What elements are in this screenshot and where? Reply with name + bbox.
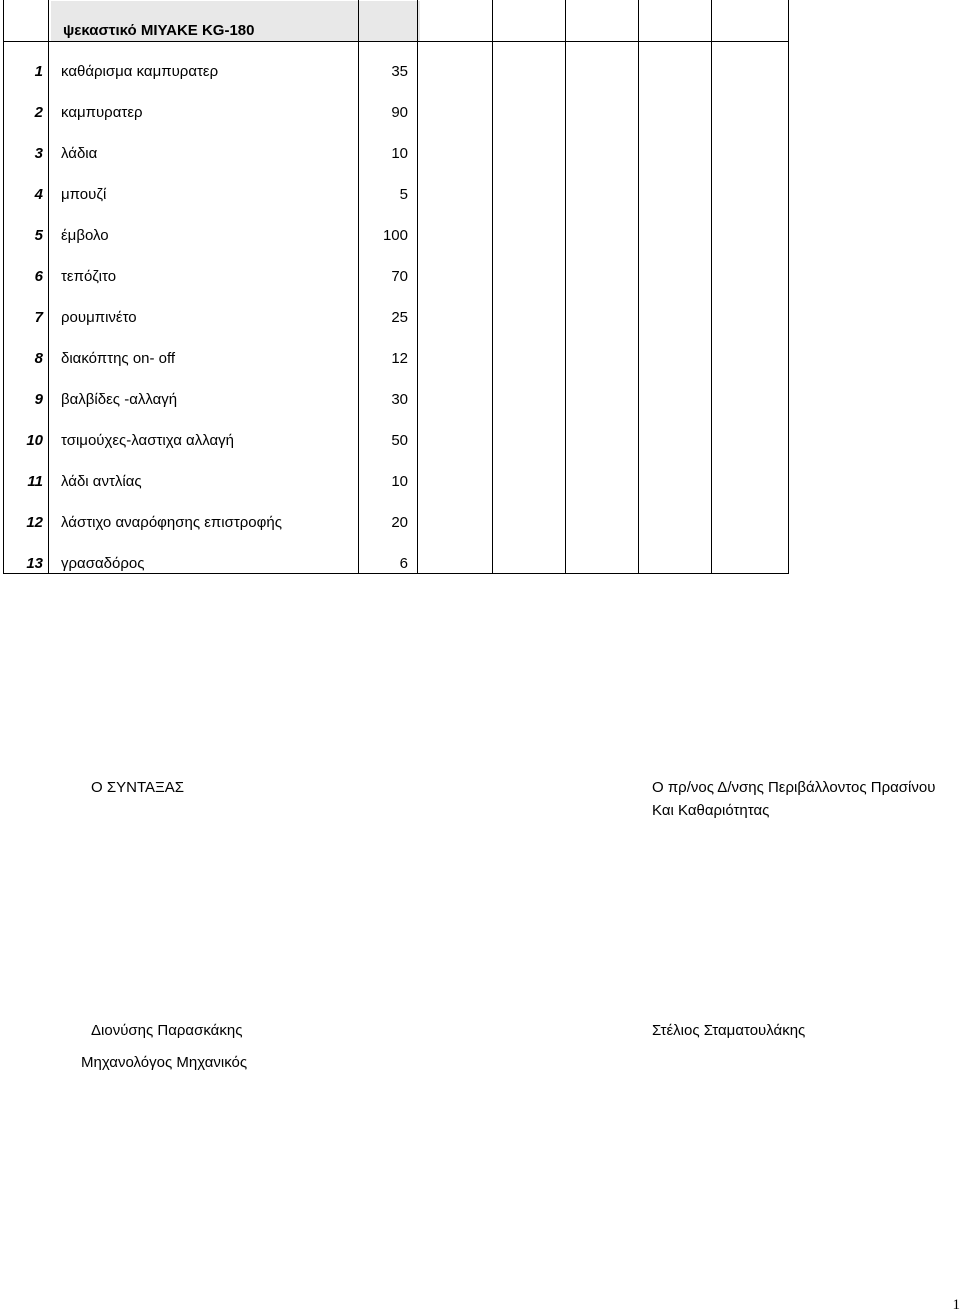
row-number: 12 [26, 514, 43, 531]
row-number: 7 [34, 309, 43, 326]
table-divider [638, 0, 639, 574]
row-value: 10 [391, 473, 408, 490]
row-value: 10 [391, 145, 408, 162]
row-value: 6 [399, 555, 408, 572]
table-divider [711, 0, 712, 574]
row-number: 4 [34, 186, 43, 203]
price-table [3, 0, 789, 574]
row-value: 100 [382, 227, 408, 244]
row-description: γρασαδόρος [61, 555, 145, 572]
row-number: 1 [34, 63, 43, 80]
row-number: 11 [27, 473, 43, 490]
row-value: 70 [391, 268, 408, 285]
table-divider [565, 0, 566, 574]
approver-heading: Ο πρ/νος Δ/νσης Περιβάλλοντος Πρασίνου [652, 779, 936, 796]
row-description: έμβολο [61, 227, 109, 244]
row-value: 50 [391, 432, 408, 449]
table-border-bottom [3, 573, 789, 574]
table-divider [492, 0, 493, 574]
row-value: 20 [391, 514, 408, 531]
row-number: 5 [34, 227, 43, 244]
author-title: Μηχανολόγος Μηχανικός [81, 1054, 248, 1071]
row-value: 90 [391, 104, 408, 121]
approver-heading-department: Και Καθαριότητας [652, 802, 770, 819]
row-description: λάδι αντλίας [61, 473, 142, 490]
row-description: λάδια [61, 145, 98, 162]
row-description: καθάρισμα καμπυρατερ [61, 63, 219, 80]
row-description: μπουζί [61, 186, 107, 203]
author-name: Διονύσης Παρασκάκης [91, 1022, 243, 1039]
row-number: 6 [34, 268, 43, 285]
row-description: τεπόζιτο [61, 268, 117, 285]
author-heading: Ο ΣΥΝΤΑΞΑΣ [91, 779, 185, 796]
row-description: διακόπτης on- off [61, 350, 176, 367]
row-description: λάστιχο αναρόφησης επιστροφής [61, 514, 282, 531]
row-number: 13 [26, 555, 43, 572]
table-border-right [788, 0, 789, 574]
row-value: 35 [391, 63, 408, 80]
row-value: 12 [391, 350, 408, 367]
row-value: 5 [399, 186, 408, 203]
table-rule [3, 41, 789, 42]
row-description: τσιμούχες-λαστιχα αλλαγή [61, 432, 235, 449]
row-number: 8 [34, 350, 43, 367]
row-description: βαλβίδες -αλλαγή [61, 391, 178, 408]
table-divider [417, 0, 418, 574]
row-number: 10 [26, 432, 43, 449]
table-title: ψεκαστικό MIYAKE KG-180 [63, 22, 255, 39]
row-description: ρουμπινέτο [61, 309, 137, 326]
approver-name: Στέλιος Σταματουλάκης [652, 1022, 806, 1039]
row-value: 30 [391, 391, 408, 408]
row-number: 2 [34, 104, 43, 121]
row-description: καμπυρατερ [61, 104, 143, 121]
row-number: 3 [34, 145, 43, 162]
row-number: 9 [34, 391, 43, 408]
page-number: 1 [952, 1297, 960, 1313]
row-value: 25 [391, 309, 408, 326]
table-divider [48, 0, 49, 574]
